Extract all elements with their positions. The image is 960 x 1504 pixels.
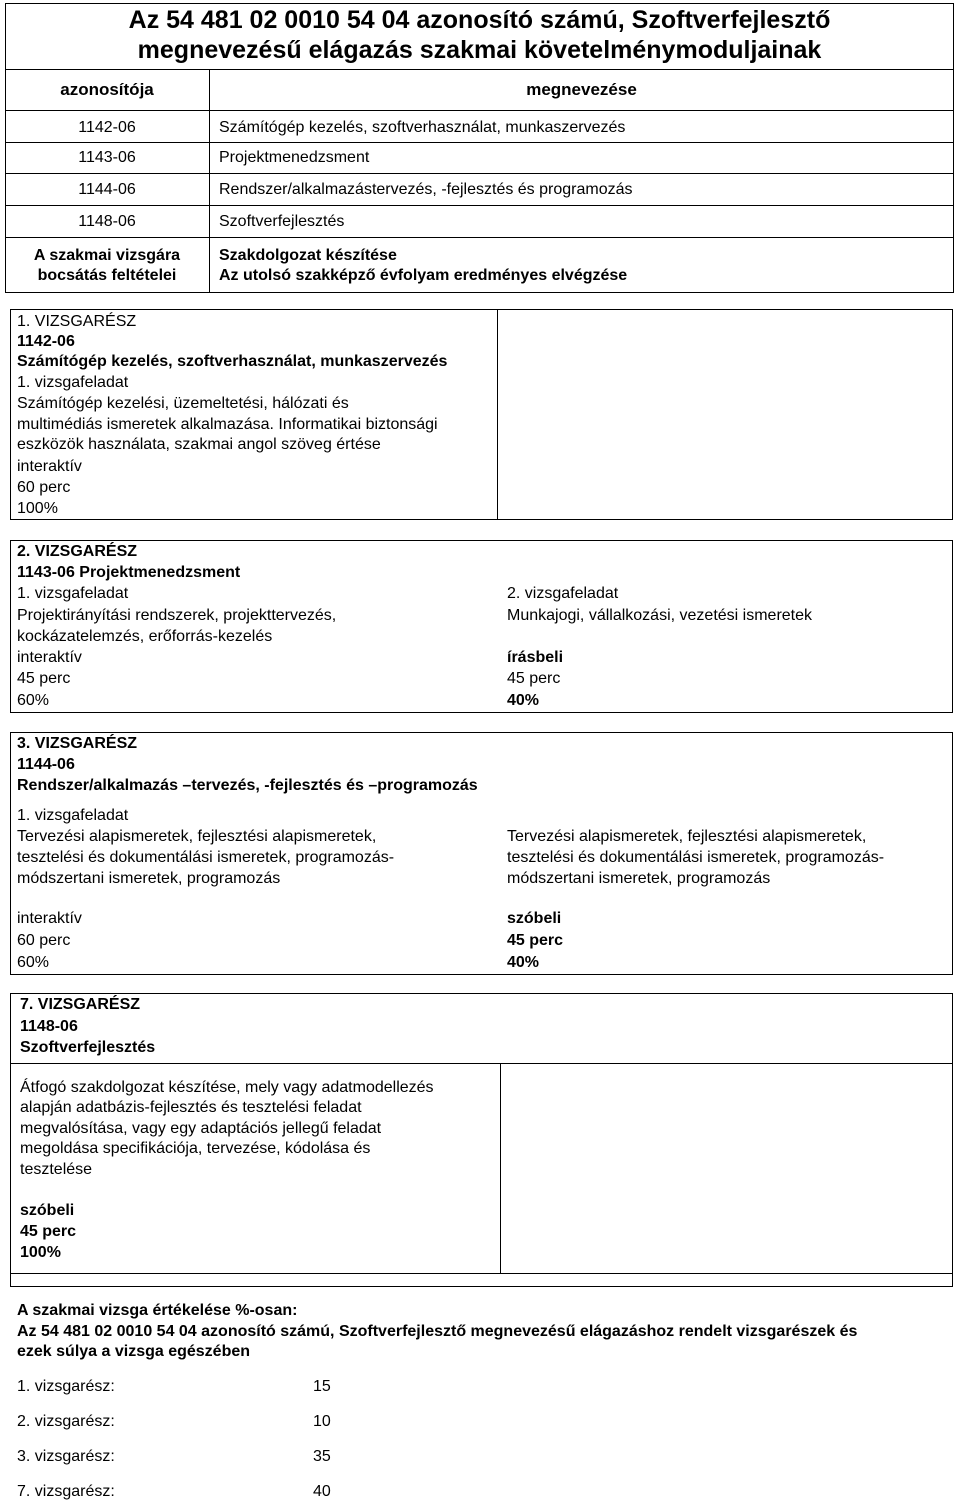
part-2-task1-label: 1. vizsgafeladat: [17, 585, 129, 602]
part-3-code: 1144-06: [17, 756, 75, 773]
module-id: 1144-06: [78, 181, 136, 198]
column-divider: [500, 1063, 501, 1273]
part-1-task-label: 1. vizsgafeladat: [17, 374, 129, 391]
part-3-right-weight: 40%: [507, 954, 540, 971]
part-3-name: Rendszer/alkalmazás –tervezés, -fejlesztés és –programozás: [17, 777, 478, 794]
part-1-name: Számítógép kezelés, szoftverhasználat, munkaszervezés: [17, 353, 448, 370]
module-id: 1143-06: [78, 149, 136, 166]
part-7-desc-line2: alapján adatbázis-fejlesztés és tesztelési feladat: [20, 1099, 362, 1116]
section-rule: [10, 1063, 953, 1064]
part-3-right-desc-line1: Tervezési alapismeretek, fejlesztési alapismeretek,: [507, 828, 867, 845]
part-2-task1-weight: 60%: [17, 692, 50, 709]
module-name: Projektmenedzsment: [219, 149, 370, 166]
part-7-mode: szóbeli: [20, 1202, 75, 1219]
module-id: 1142-06: [78, 119, 136, 136]
part-1-weight: 100%: [17, 500, 58, 517]
part-2-task2-label: 2. vizsgafeladat: [507, 585, 619, 602]
evaluation-item-label: 1. vizsgarész:: [17, 1378, 115, 1395]
column-divider: [497, 309, 498, 520]
evaluation-item-value: 35: [313, 1448, 331, 1465]
module-name: Szoftverfejlesztés: [219, 213, 345, 230]
part-7-code: 1148-06: [20, 1018, 78, 1035]
part-1-duration: 60 perc: [17, 479, 71, 496]
part-2-task1-desc-line2: kockázatelemzés, erőforrás-kezelés: [17, 628, 273, 645]
evaluation-subheading-line1: Az 54 481 02 0010 54 04 azonosító számú, Szoftverfejlesztő megnevezésű elágazáshoz rendelt vizsgarészek és: [17, 1323, 858, 1340]
part-3-left-desc-line3: módszertani ismeretek, programozás: [17, 870, 281, 887]
part-2-task2-mode: írásbeli: [507, 649, 564, 666]
section-rule: [10, 1273, 953, 1274]
evaluation-item-label: 3. vizsgarész:: [17, 1448, 115, 1465]
part-3-left-desc-line2: tesztelési és dokumentálási ismeretek, programozás-: [17, 849, 395, 866]
part-7-name: Szoftverfejlesztés: [20, 1039, 156, 1056]
part-3-left-weight: 60%: [17, 954, 50, 971]
admission-label-line2: bocsátás feltételei: [37, 267, 177, 284]
part-2-heading: 2. VIZSGARÉSZ: [17, 543, 138, 560]
part-2-task1-duration: 45 perc: [17, 670, 71, 687]
part-7-desc-line5: tesztelése: [20, 1161, 93, 1178]
table-rule: [5, 173, 954, 174]
part-3-heading: 3. VIZSGARÉSZ: [17, 735, 138, 752]
table-rule: [5, 142, 954, 143]
part-3-right-desc-line2: tesztelési és dokumentálási ismeretek, programozás-: [507, 849, 885, 866]
evaluation-item-value: 15: [313, 1378, 331, 1395]
part-2-task2-duration: 45 perc: [507, 670, 561, 687]
part-3-left-mode: interaktív: [17, 910, 82, 927]
part-2-title: 1143-06 Projektmenedzsment: [17, 564, 241, 581]
part-2-task1-mode: interaktív: [17, 649, 82, 666]
part-1-mode: interaktív: [17, 458, 82, 475]
evaluation-item-value: 40: [313, 1483, 331, 1500]
part-2-task1-desc-line1: Projektirányítási rendszerek, projekttervezés,: [17, 607, 337, 624]
part-3-left-desc-line1: Tervezési alapismeretek, fejlesztési alapismeretek,: [17, 828, 377, 845]
table-column-divider: [209, 69, 210, 293]
part-3-right-mode: szóbeli: [507, 910, 562, 927]
part-3-left-duration: 60 perc: [17, 932, 71, 949]
document-title-line2: megnevezésű elágazás szakmai követelménymoduljainak: [137, 36, 822, 64]
part-7-desc-line1: Átfogó szakdolgozat készítése, mely vagy adatmodellezés: [20, 1079, 434, 1096]
admission-value-line2: Az utolsó szakképző évfolyam eredményes elvégzése: [219, 267, 628, 284]
evaluation-item-label: 7. vizsgarész:: [17, 1483, 115, 1500]
evaluation-item-label: 2. vizsgarész:: [17, 1413, 115, 1430]
table-rule: [5, 237, 954, 238]
admission-value-line1: Szakdolgozat készítése: [219, 247, 397, 264]
part-2-task2-weight: 40%: [507, 692, 540, 709]
module-name: Számítógép kezelés, szoftverhasználat, munkaszervezés: [219, 119, 626, 136]
part-1-desc-line3: eszközök használata, szakmai angol szöveg értése: [17, 436, 381, 453]
part-7-desc-line3: megvalósítása, vagy egy adaptációs jellegű feladat: [20, 1120, 382, 1137]
document-title-line1: Az 54 481 02 0010 54 04 azonosító számú, Szoftverfejlesztő: [128, 6, 831, 34]
table-rule: [5, 110, 954, 111]
part-7-desc-line4: megoldása specifikációja, tervezése, kódolása és: [20, 1140, 371, 1157]
table-rule: [5, 205, 954, 206]
part-7-duration: 45 perc: [20, 1223, 77, 1240]
evaluation-subheading-line2: ezek súlya a vizsga egészében: [17, 1343, 251, 1360]
module-name: Rendszer/alkalmazástervezés, -fejlesztés és programozás: [219, 181, 633, 198]
table-rule: [5, 69, 954, 70]
module-id: 1148-06: [78, 213, 136, 230]
part-1-code: 1142-06: [17, 333, 75, 350]
part-1-desc-line2: multimédiás ismeretek alkalmazása. Informatikai biztonsági: [17, 416, 438, 433]
column-header-id: azonosítója: [60, 80, 154, 99]
part-3-task-label: 1. vizsgafeladat: [17, 807, 129, 824]
part-3-right-duration: 45 perc: [507, 932, 564, 949]
evaluation-item-value: 10: [313, 1413, 331, 1430]
part-7-heading: 7. VIZSGARÉSZ: [20, 996, 141, 1013]
admission-label-line1: A szakmai vizsgára: [33, 247, 181, 264]
part-1-heading: 1. VIZSGARÉSZ: [17, 313, 137, 330]
part-7-weight: 100%: [20, 1244, 61, 1261]
part-2-task2-desc-line1: Munkajogi, vállalkozási, vezetési ismeretek: [507, 607, 813, 624]
part-3-right-desc-line3: módszertani ismeretek, programozás: [507, 870, 771, 887]
evaluation-heading: A szakmai vizsga értékelése %-osan:: [17, 1302, 298, 1319]
part-1-desc-line1: Számítógép kezelési, üzemeltetési, hálózati és: [17, 395, 349, 412]
column-header-name: megnevezése: [526, 80, 637, 99]
